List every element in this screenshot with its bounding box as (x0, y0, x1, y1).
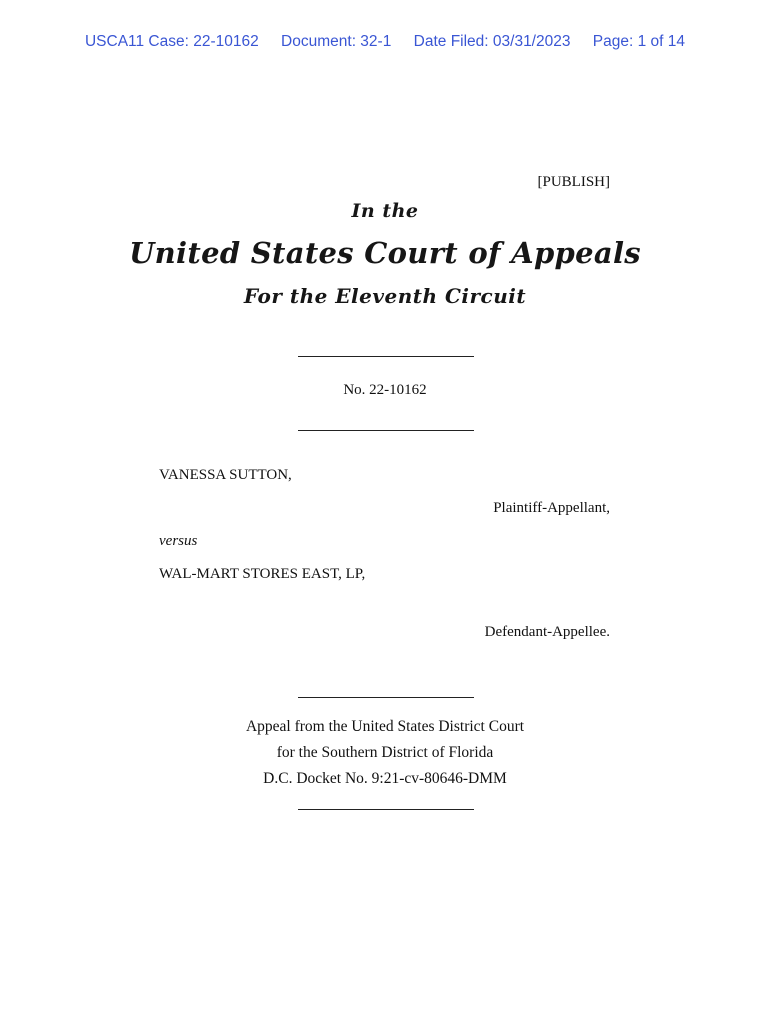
docket-number: D.C. Docket No. 9:21-cv-80646-DMM (263, 770, 507, 787)
appellant-name: VANESSA SUTTON, (159, 467, 292, 483)
stamp-date-filed: Date Filed: 03/31/2023 (413, 33, 571, 50)
appellee-name: WAL-MART STORES EAST, LP, (159, 566, 366, 582)
versus-label: versus (159, 533, 198, 549)
divider-rule (298, 356, 474, 357)
court-heading-in-the: In the (351, 200, 419, 222)
appellant-role: Plaintiff-Appellant, (493, 500, 610, 516)
stamp-page: Page: 1 of 14 (592, 33, 686, 50)
stamp-case: USCA11 Case: 22-10162 (84, 33, 259, 50)
publish-tag: [PUBLISH] (537, 174, 610, 190)
filing-stamp (0, 33, 770, 51)
stamp-document: Document: 32-1 (281, 33, 392, 50)
divider-rule (298, 809, 474, 810)
court-circuit: For the Eleventh Circuit (243, 284, 527, 308)
divider-rule (298, 697, 474, 698)
case-number: No. 22-10162 (343, 382, 427, 398)
origin-line: for the Southern District of Florida (276, 744, 494, 761)
divider-rule (298, 430, 474, 431)
court-name: United States Court of Appeals (129, 236, 641, 270)
origin-line: Appeal from the United States District Court (245, 718, 525, 735)
appellee-role: Defendant-Appellee. (484, 624, 610, 640)
